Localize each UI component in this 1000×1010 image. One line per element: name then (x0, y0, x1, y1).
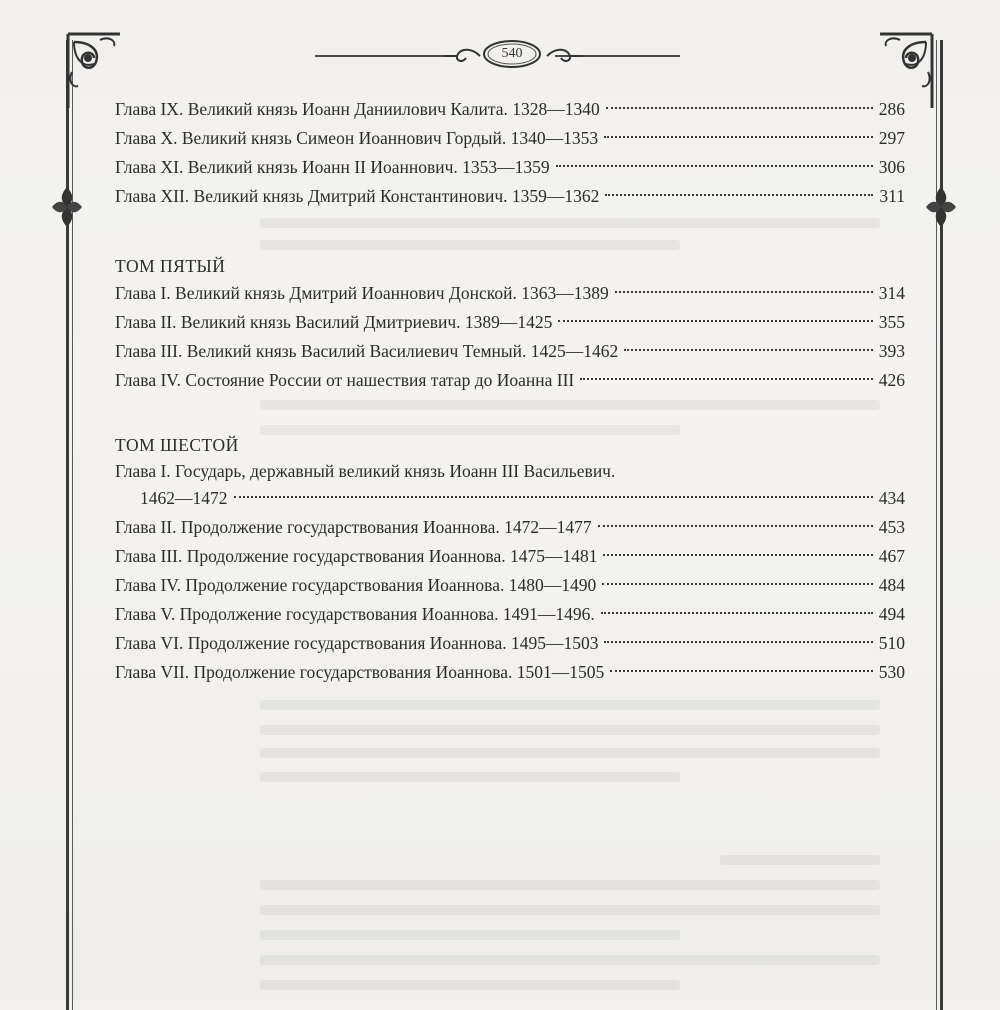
dot-leader (558, 320, 872, 322)
toc-entry-title: Глава II. Продолжение государствования Иоаннова. 1472—1477 (115, 517, 592, 537)
toc-entry-title: 1462—1472 (140, 488, 228, 508)
toc-entry-page: 297 (878, 128, 905, 148)
toc-entry-title: Глава I. Государь, державный великий князь Иоанн III Васильевич. (115, 461, 616, 481)
bleed-through-line (260, 725, 880, 735)
dot-leader (605, 194, 873, 196)
toc-entry-page: 355 (878, 312, 905, 332)
toc-entry (115, 153, 905, 182)
toc-entry-page: 484 (878, 575, 905, 595)
toc-entry-title: Глава I. Великий князь Дмитрий Иоаннович Донской. 1363—1389 (115, 283, 609, 303)
toc-entry-title: Глава X. Великий князь Симеон Иоаннович Гордый. 1340—1353 (115, 128, 599, 148)
header-swirl-right-icon (545, 44, 585, 68)
toc-entry (115, 513, 905, 542)
volume-heading: ТОМ ПЯТЫЙ (115, 256, 226, 276)
toc-entry-page: 530 (878, 662, 905, 682)
toc-entry-title: Глава IV. Состояние России от нашествия татар до Иоанна III (115, 370, 575, 390)
bleed-through-line (260, 905, 880, 915)
toc-entry-title: Глава VI. Продолжение государствования Иоаннова. 1495—1503 (115, 633, 599, 653)
toc-entry-page: 311 (879, 186, 905, 206)
side-fleuron-right-icon (924, 185, 958, 229)
page-number: 540 (501, 46, 523, 61)
dot-leader (604, 136, 873, 138)
toc-entry (115, 629, 905, 658)
toc-entry (115, 182, 905, 211)
toc-entry-title: Глава V. Продолжение государствования Иоаннова. 1491—1496. (115, 604, 595, 624)
dot-leader (610, 670, 872, 672)
bleed-through-line (720, 855, 880, 865)
toc-entry-page: 286 (878, 99, 905, 119)
toc-entry-title: Глава III. Великий князь Василий Василиевич Темный. 1425—1462 (115, 341, 619, 361)
bleed-through-line (260, 748, 880, 758)
dot-leader (603, 554, 872, 556)
toc-entry (115, 279, 905, 308)
toc-entry-title: Глава II. Великий князь Василий Дмитриевич. 1389—1425 (115, 312, 553, 332)
toc-entry (115, 571, 905, 600)
side-fleuron-left-icon (50, 185, 84, 229)
toc-entry-page: 393 (878, 341, 905, 361)
toc-entry-page: 434 (878, 488, 905, 508)
dot-leader (556, 165, 873, 167)
dot-leader (602, 583, 873, 585)
toc-entry-page: 494 (878, 604, 905, 624)
toc-entry-page: 306 (878, 157, 905, 177)
dot-leader (624, 349, 872, 351)
toc-entry-page: 467 (878, 546, 905, 566)
header-rule-left (315, 55, 450, 57)
dot-leader (601, 612, 873, 614)
bleed-through-line (260, 772, 680, 782)
toc-entry-title: Глава VII. Продолжение государствования Иоаннова. 1501—1505 (115, 662, 605, 682)
toc-entry-title: Глава XI. Великий князь Иоанн II Иоаннович. 1353—1359 (115, 157, 550, 177)
toc-entry (115, 95, 905, 124)
dot-leader (598, 525, 873, 527)
toc-entry-page: 510 (878, 633, 905, 653)
toc-entry (115, 124, 905, 153)
toc-entry-title: Глава XII. Великий князь Дмитрий Константинович. 1359—1362 (115, 186, 600, 206)
bleed-through-line (260, 880, 880, 890)
toc-entry (115, 337, 905, 366)
toc-entry-continuation (115, 484, 905, 513)
dot-leader (234, 496, 873, 498)
bleed-through-line (260, 930, 680, 940)
toc-entry-title: Глава III. Продолжение государствования Иоаннова. 1475—1481 (115, 546, 598, 566)
toc-entry (115, 308, 905, 337)
dot-leader (606, 107, 873, 109)
bleed-through-line (260, 955, 880, 965)
dot-leader (604, 641, 872, 643)
table-of-contents (115, 95, 905, 687)
toc-entry-title: Глава IX. Великий князь Иоанн Даниилович Калита. 1328—1340 (115, 99, 600, 119)
toc-entry-page: 426 (878, 370, 905, 390)
toc-entry-title: Глава IV. Продолжение государствования Иоаннова. 1480—1490 (115, 575, 597, 595)
section-gap (115, 395, 905, 432)
header-swirl-left-icon (442, 44, 482, 68)
toc-entry-page: 453 (878, 517, 905, 537)
section-gap (115, 211, 905, 253)
toc-entry (115, 542, 905, 571)
bleed-through-line (260, 700, 880, 710)
volume-heading: ТОМ ШЕСТОЙ (115, 435, 239, 455)
toc-entry (115, 366, 905, 395)
bleed-through-line (260, 980, 680, 990)
dot-leader (615, 291, 873, 293)
toc-entry-page: 314 (878, 283, 905, 303)
dot-leader (580, 378, 873, 380)
toc-entry (115, 658, 905, 687)
toc-entry (115, 458, 905, 484)
toc-entry (115, 600, 905, 629)
